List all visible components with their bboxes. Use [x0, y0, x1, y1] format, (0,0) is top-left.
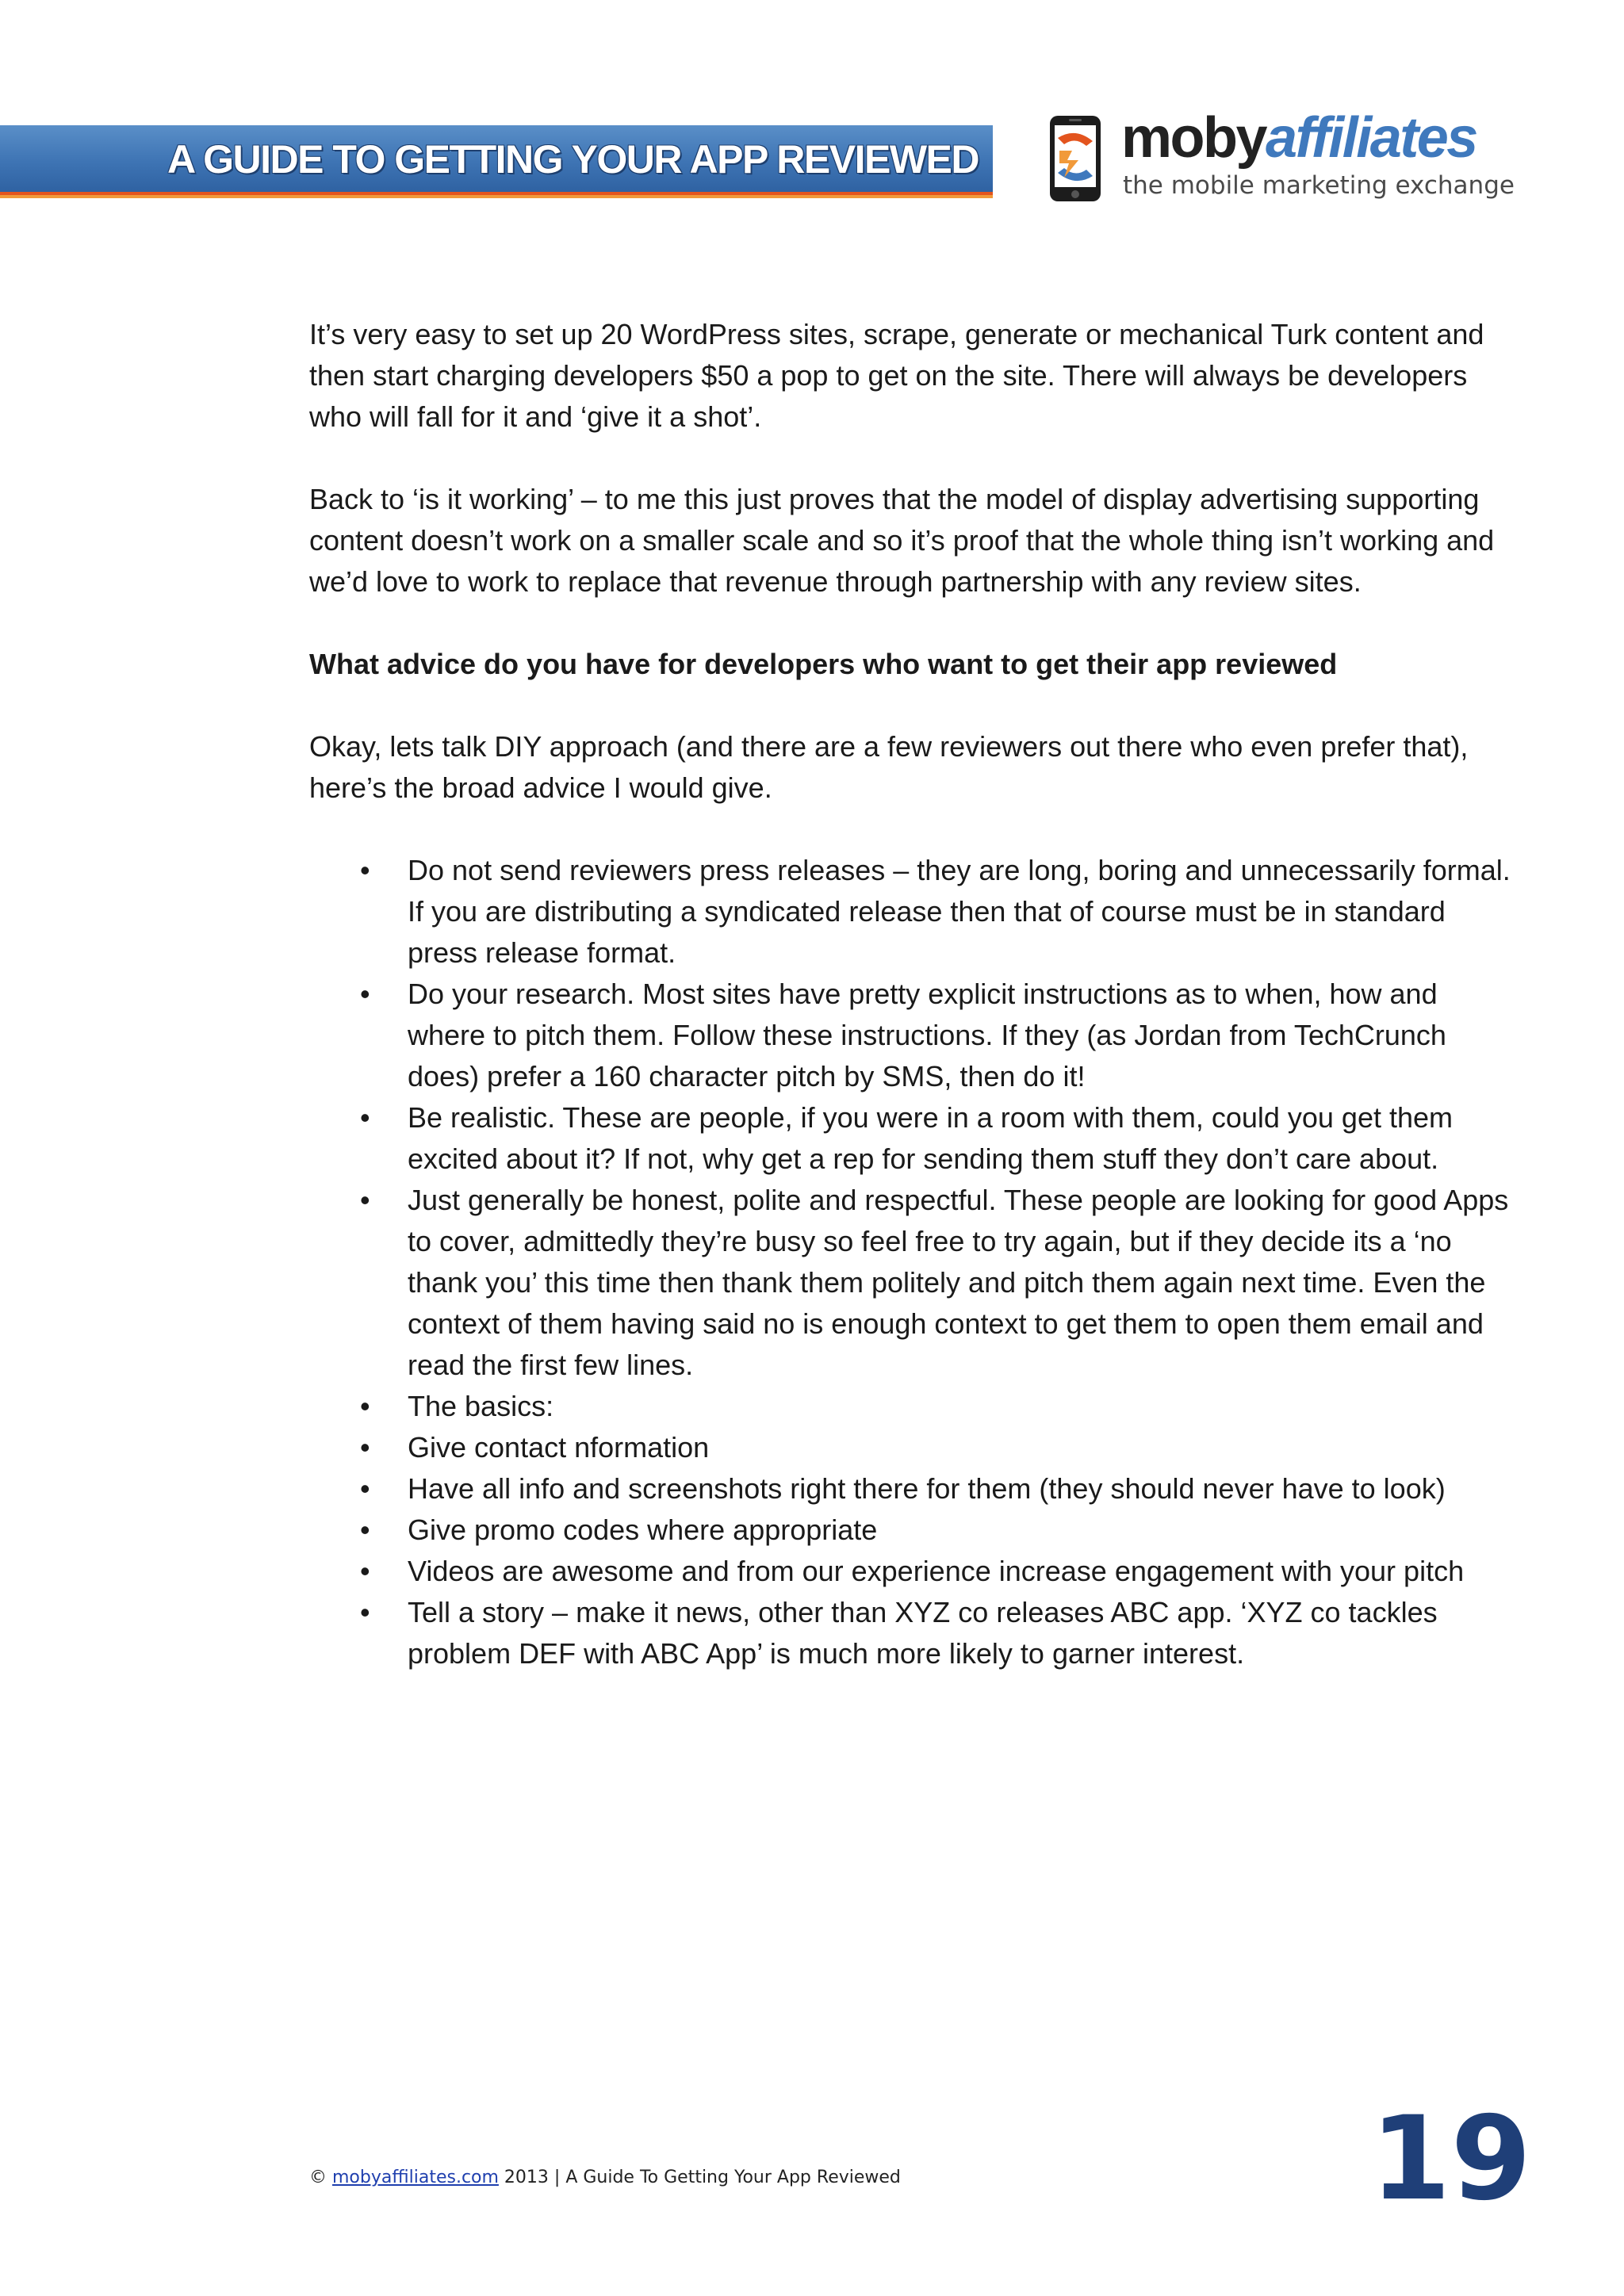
- header-banner: [0, 125, 993, 198]
- list-item: [309, 850, 1515, 974]
- phone-logo-icon: [1048, 114, 1102, 203]
- list-item: [309, 1427, 1515, 1468]
- list-item: [309, 974, 1515, 1097]
- list-item-text: Just generally be honest, polite and respectful. These people are looking for good Apps to cover, admittedly they’re busy so feel free to try again, but if they decide its a ‘no thank you’ this time then thank them politely and pitch them again next time. Even the context of them having said no is enough context to get them to open them email and read the first few lines.: [408, 1184, 1509, 1381]
- list-item-text: Be realistic. These are people, if you were in a room with them, could you get them excited about it? If not, why get a rep for sending them stuff they don’t care about.: [408, 1101, 1454, 1175]
- logo-tagline: the mobile marketing exchange: [1123, 171, 1515, 200]
- paragraph: Back to ‘is it working’ – to me this just proves that the model of display advertising supporting content doesn’t work on a smaller scale and so it’s proof that the whole thing isn’t working and we’d love to work to replace that revenue through partnership with any review sites.: [309, 483, 1495, 598]
- footer-caption: 2013 | A Guide To Getting Your App Reviewed: [498, 2168, 901, 2187]
- list-item-text: Give promo codes where appropriate: [408, 1513, 878, 1546]
- header-title: A GUIDE TO GETTING YOUR APP REVIEWED: [167, 137, 979, 182]
- bullet-icon: •: [360, 1513, 370, 1546]
- list-item: [309, 1097, 1515, 1180]
- footer-site-link[interactable]: mobyaffiliates.com: [332, 2168, 499, 2187]
- list-item: [309, 1551, 1515, 1592]
- list-item: [309, 1510, 1515, 1551]
- bullet-icon: •: [360, 1555, 370, 1587]
- footer: [309, 2168, 901, 2187]
- bullet-icon: •: [360, 1596, 370, 1628]
- list-item: [309, 1592, 1515, 1674]
- bullet-icon: •: [360, 1184, 370, 1216]
- list-item-text: Do not send reviewers press releases – they are long, boring and unnecessarily formal. If you are distributing a syndicated release then that of course must be in standard press release format.: [408, 854, 1511, 969]
- section-heading: What advice do you have for developers who want to get their app reviewed: [309, 648, 1338, 680]
- logo-word-affiliates: affiliates: [1266, 106, 1477, 170]
- bullet-icon: •: [360, 1472, 370, 1505]
- page-number: 19: [1370, 2091, 1532, 2226]
- list-item: [309, 1386, 1515, 1427]
- bullet-icon: •: [360, 1390, 370, 1422]
- copyright-symbol: ©: [309, 2168, 327, 2187]
- list-item-text: Have all info and screenshots right there for them (they should never have to look): [408, 1472, 1446, 1505]
- list-item-text: Videos are awesome and from our experience increase engagement with your pitch: [408, 1555, 1465, 1587]
- mobyaffiliates-logo: [1048, 106, 1515, 209]
- document-body: [309, 314, 1515, 1674]
- list-item-text: Give contact nformation: [408, 1431, 710, 1464]
- list-item-text: Do your research. Most sites have pretty explicit instructions as to when, how and where to pitch them. Follow these instructions. If they (as Jordan from TechCrunch does) prefer a 160 character pitch by SMS, then do it!: [408, 978, 1446, 1093]
- logo-word-moby: moby: [1121, 106, 1266, 170]
- paragraph: It’s very easy to set up 20 WordPress sites, scrape, generate or mechanical Turk content and then start charging developers $50 a pop to get on the site. There will always be developers who will fall for it and ‘give it a shot’.: [309, 318, 1484, 433]
- list-item-text: Tell a story – make it news, other than XYZ co releases ABC app. ‘XYZ co tackles problem DEF with ABC App’ is much more likely to garner interest.: [408, 1596, 1438, 1670]
- bullet-icon: •: [360, 854, 370, 886]
- list-item: [309, 1180, 1515, 1386]
- bullet-icon: •: [360, 1431, 370, 1464]
- list-item-text: The basics:: [408, 1390, 554, 1422]
- paragraph: Okay, lets talk DIY approach (and there are a few reviewers out there who even prefer that), here’s the broad advice I would give.: [309, 730, 1469, 804]
- logo-wordmark: [1121, 106, 1477, 170]
- bullet-icon: •: [360, 978, 370, 1010]
- bullet-icon: •: [360, 1101, 370, 1134]
- advice-list: [309, 850, 1515, 1674]
- list-item: [309, 1468, 1515, 1510]
